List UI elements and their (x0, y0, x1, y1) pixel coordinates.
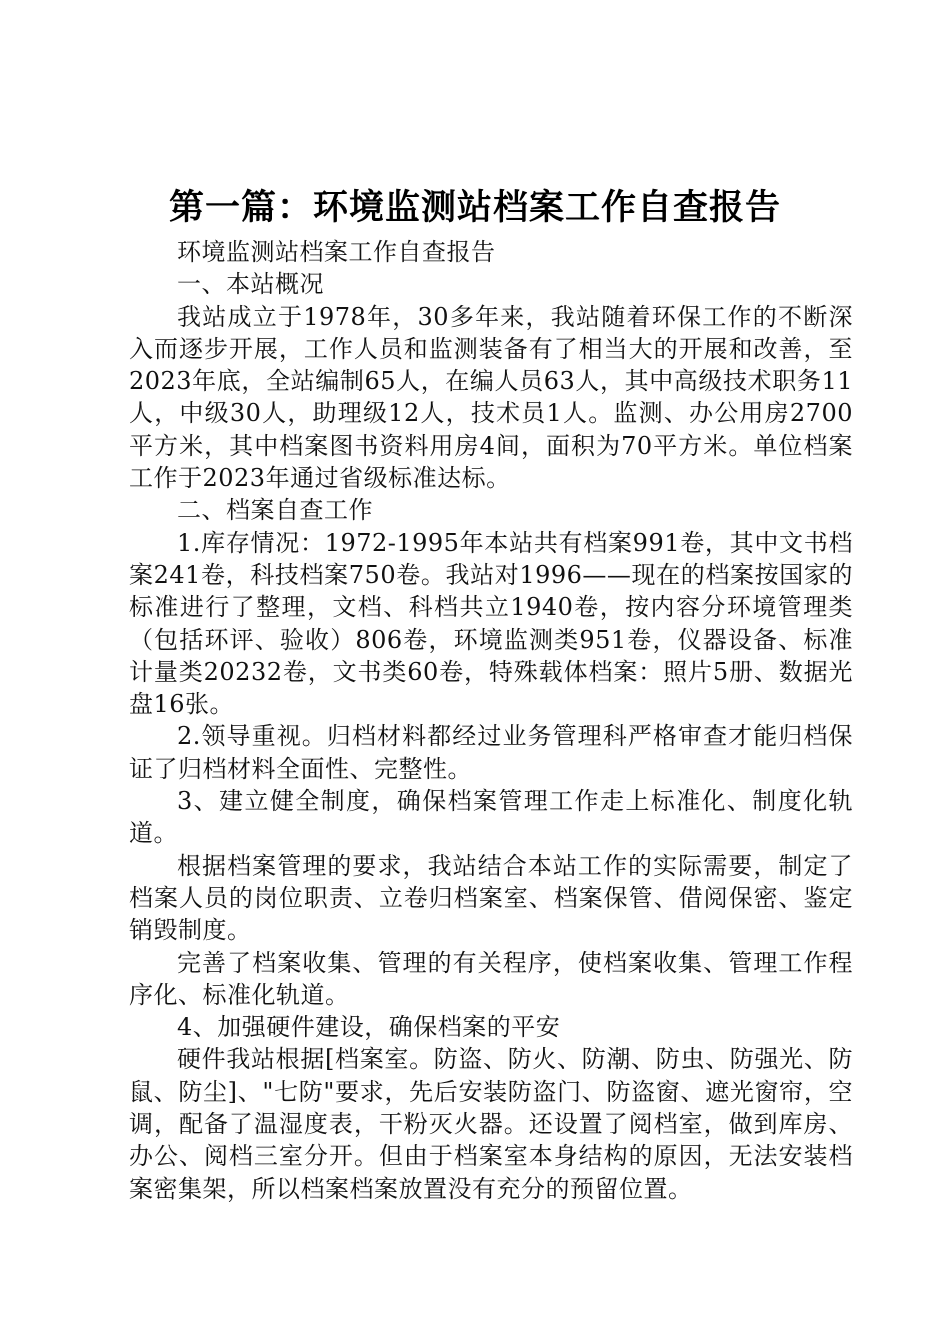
paragraph-procedures: 完善了档案收集、管理的有关程序，使档案收集、管理工作程序化、标准化轨道。 (129, 948, 853, 1009)
document-title: 第一篇：环境监测站档案工作自查报告 (168, 187, 781, 228)
paragraph-leadership: 2.领导重视。归档材料都经过业务管理科严格审查才能归档保证了归档材料全面性、完整性。 (129, 722, 853, 783)
paragraph-inventory: 1.库存情况：1972-1995年本站共有档案991卷，其中文书档案241卷，科技档案750卷。我站对1996——现在的档案按国家的标准进行了整理，文档、科档共立1940卷，按内容分环境管理类（包括环评、验收）806卷，环境监测类951卷，仪器设备、标准计量类20232卷，文书类60卷，特殊载体档案：照片5册、数据光盘16张。 (129, 528, 853, 719)
section-heading-self-check: 二、档案自查工作 (177, 496, 373, 525)
document-body (129, 236, 853, 1205)
paragraph-system-heading: 3、建立健全制度，确保档案管理工作走上标准化、制度化轨道。 (129, 787, 853, 848)
paragraph-hardware-heading: 4、加强硬件建设，确保档案的平安 (177, 1013, 561, 1042)
paragraph-overview: 我站成立于1978年，30多年来，我站随着环保工作的不断深入而逐步开展，工作人员和监测装备有了相当大的开展和改善，至2023年底，全站编制65人，在编人员63人，其中高级技术职务11人，中级30人，助理级12人，技术员1人。监测、办公用房2700平方米，其中档案图书资料用房4间，面积为70平方米。单位档案工作于2023年通过省级标准达标。 (129, 302, 853, 493)
paragraph-hardware: 硬件我站根据[档案室。防盗、防火、防潮、防虫、防强光、防鼠、防尘]、"七防"要求，先后安装防盗门、防盗窗、遮光窗帘，空调，配备了温湿度表，干粉灭火器。还设置了阅档室，做到库房、办公、阅档三室分开。但由于档案室本身结构的原因，无法安装档案密集架，所以档案档案放置没有充分的预留位置。 (129, 1045, 853, 1203)
paragraph-subtitle: 环境监测站档案工作自查报告 (177, 238, 496, 266)
section-heading-overview: 一、本站概况 (177, 270, 324, 299)
paragraph-system-rules: 根据档案管理的要求，我站结合本站工作的实际需要，制定了档案人员的岗位职责、立卷归档案室、档案保管、借阅保密、鉴定销毁制度。 (129, 851, 853, 945)
